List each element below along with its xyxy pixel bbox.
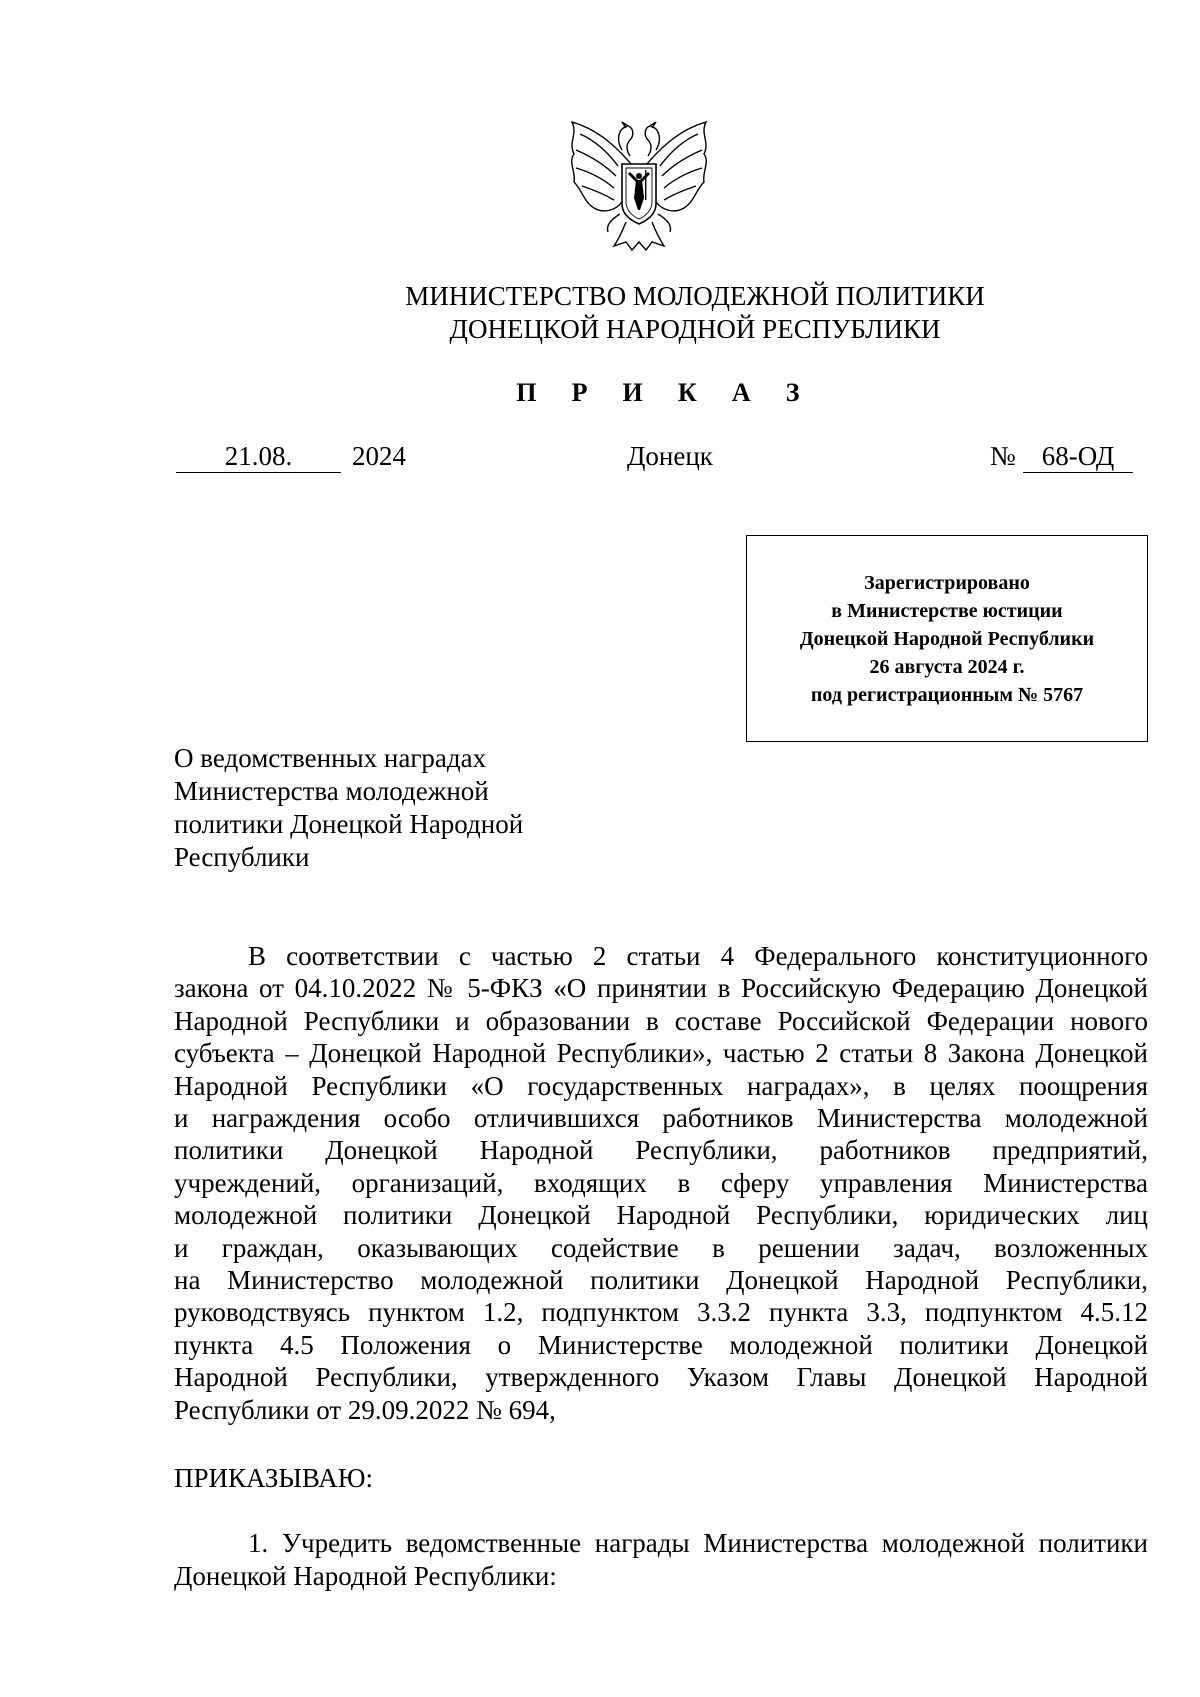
body-line: на Министерство молодежной политики Донецкой Народной Республики, (174, 1265, 1148, 1296)
order-subject (174, 742, 594, 874)
body-line: В соответствии с частью 2 статьи 4 Федерального конституционного (248, 941, 1148, 971)
body-line: закона от 04.10.2022 № 5-ФКЗ «О принятии в Российскую Федерацию Донецкой (174, 973, 1148, 1004)
registration-line: Зарегистрировано (864, 571, 1030, 594)
body-line: и граждан, оказывающих содействие в решении задач, возложенных (174, 1232, 1148, 1263)
body-line: политики Донецкой Народной Республики, работников предприятий, (174, 1135, 1148, 1166)
order-number-sign: № (990, 441, 1016, 471)
body-line: Народной Республики и образовании в составе Российской Федерации нового (174, 1005, 1148, 1036)
subject-line: политики Донецкой Народной (174, 809, 524, 839)
registration-line: Донецкой Народной Республики (799, 627, 1095, 650)
body-line: пункта 4.5 Положения о Министерстве молодежной политики Донецкой (174, 1329, 1148, 1360)
body-line: руководствуясь пунктом 1.2, подпунктом 3.3.2 пункта 3.3, подпунктом 4.5.12 (174, 1297, 1148, 1328)
subject-line: О ведомственных наградах (174, 743, 487, 773)
order-city: Донецк (627, 441, 713, 471)
coat-of-arms-emblem (560, 110, 718, 260)
registration-line: в Министерстве юстиции (831, 599, 1063, 622)
registration-stamp (746, 535, 1148, 742)
order-date-day-month: 21.08. (176, 440, 341, 473)
document-type-title: П Р И К А З (516, 378, 814, 407)
registration-line: 26 августа 2024 г. (869, 655, 1025, 678)
body-line: учреждений, организаций, входящих в сферу управления Министерства (174, 1167, 1148, 1198)
item-line: 1. Учредить ведомственные награды Министерства молодежной политики (248, 1528, 1148, 1558)
body-line: и награждения особо отличившихся работников Министерства молодежной (174, 1103, 1148, 1134)
body-line: Республики от 29.09.2022 № 694, (174, 1394, 556, 1425)
body-line: Народной Республики, утвержденного Указом Главы Донецкой Народной (174, 1362, 1148, 1393)
ministry-name-line2: ДОНЕЦКОЙ НАРОДНОЙ РЕСПУБЛИКИ (449, 314, 941, 344)
order-number: 68-ОД (1023, 440, 1133, 473)
body-line: Народной Республики «О государственных наградах», в целях поощрения (174, 1070, 1148, 1101)
order-item-1 (174, 1527, 1148, 1593)
subject-line: Министерства молодежной (174, 776, 489, 806)
ministry-name-line1: МИНИСТЕРСТВО МОЛОДЕЖНОЙ ПОЛИТИКИ (405, 281, 985, 311)
preamble-paragraph (174, 940, 1148, 1426)
body-line: субъекта – Донецкой Народной Республики», частью 2 статьи 8 Закона Донецкой (174, 1038, 1148, 1069)
order-directive-word: ПРИКАЗЫВАЮ: (174, 1463, 373, 1493)
subject-line: Республики (174, 842, 310, 872)
registration-line: под регистрационным № 5767 (810, 683, 1084, 706)
order-date-year: 2024 (352, 441, 406, 471)
item-line: Донецкой Народной Республики: (174, 1561, 557, 1591)
body-line: молодежной политики Донецкой Народной Республики, юридических лиц (174, 1200, 1148, 1231)
